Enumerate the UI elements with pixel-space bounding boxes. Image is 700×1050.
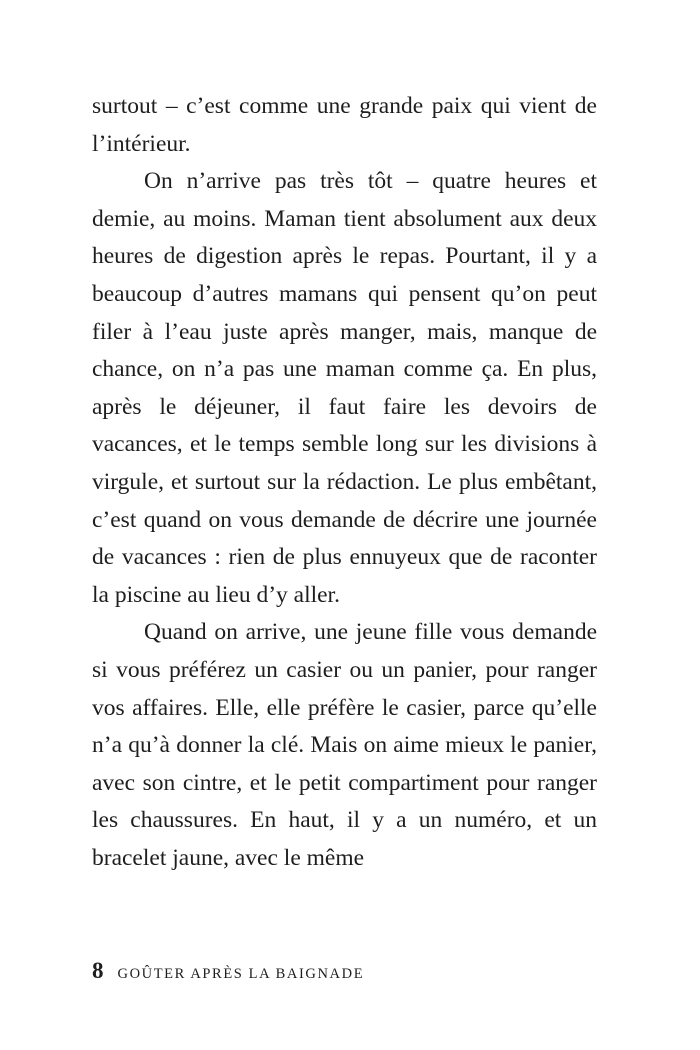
paragraph-continuation: surtout – c’est comme une grande paix qui vient de l’intérieur. — [92, 93, 597, 157]
page-number: 8 — [92, 958, 104, 983]
paragraph-arrival-time: On n’arrive pas très tôt – quatre heures et demie, au moins. Maman tient absolument aux deux heures de digestion après le repas. Pourtant, il y a beaucoup d’autres mamans qui pensent qu’on peut filer à l’eau juste après manger, mais, manque de chance, on n’a pas une maman comme ça. En plus, après le déjeuner, il faut faire les devoirs de vacances, et le temps semble long sur les divisions à virgule, et surtout sur la rédaction. Le plus embêtant, c’est quand on vous demande de décrire une journée de vacances : rien de plus ennuyeux que de raconter la piscine au lieu d’y aller. — [92, 168, 597, 608]
paragraph-locker-basket: Quand on arrive, une jeune fille vous demande si vous préférez un casier ou un panier, pour ranger vos affaires. Elle, elle préfère le casier, parce qu’elle n’a qu’à donner la clé. Mais on aime mieux le panier, avec son cintre, et le petit compartiment pour ranger les chaussures. En haut, il y a un numéro, et un bracelet jaune, avec le même — [92, 619, 597, 871]
page-footer — [92, 958, 597, 986]
running-title: GOÛTER APRÈS LA BAIGNADE — [117, 966, 365, 982]
book-page-body — [92, 88, 597, 877]
